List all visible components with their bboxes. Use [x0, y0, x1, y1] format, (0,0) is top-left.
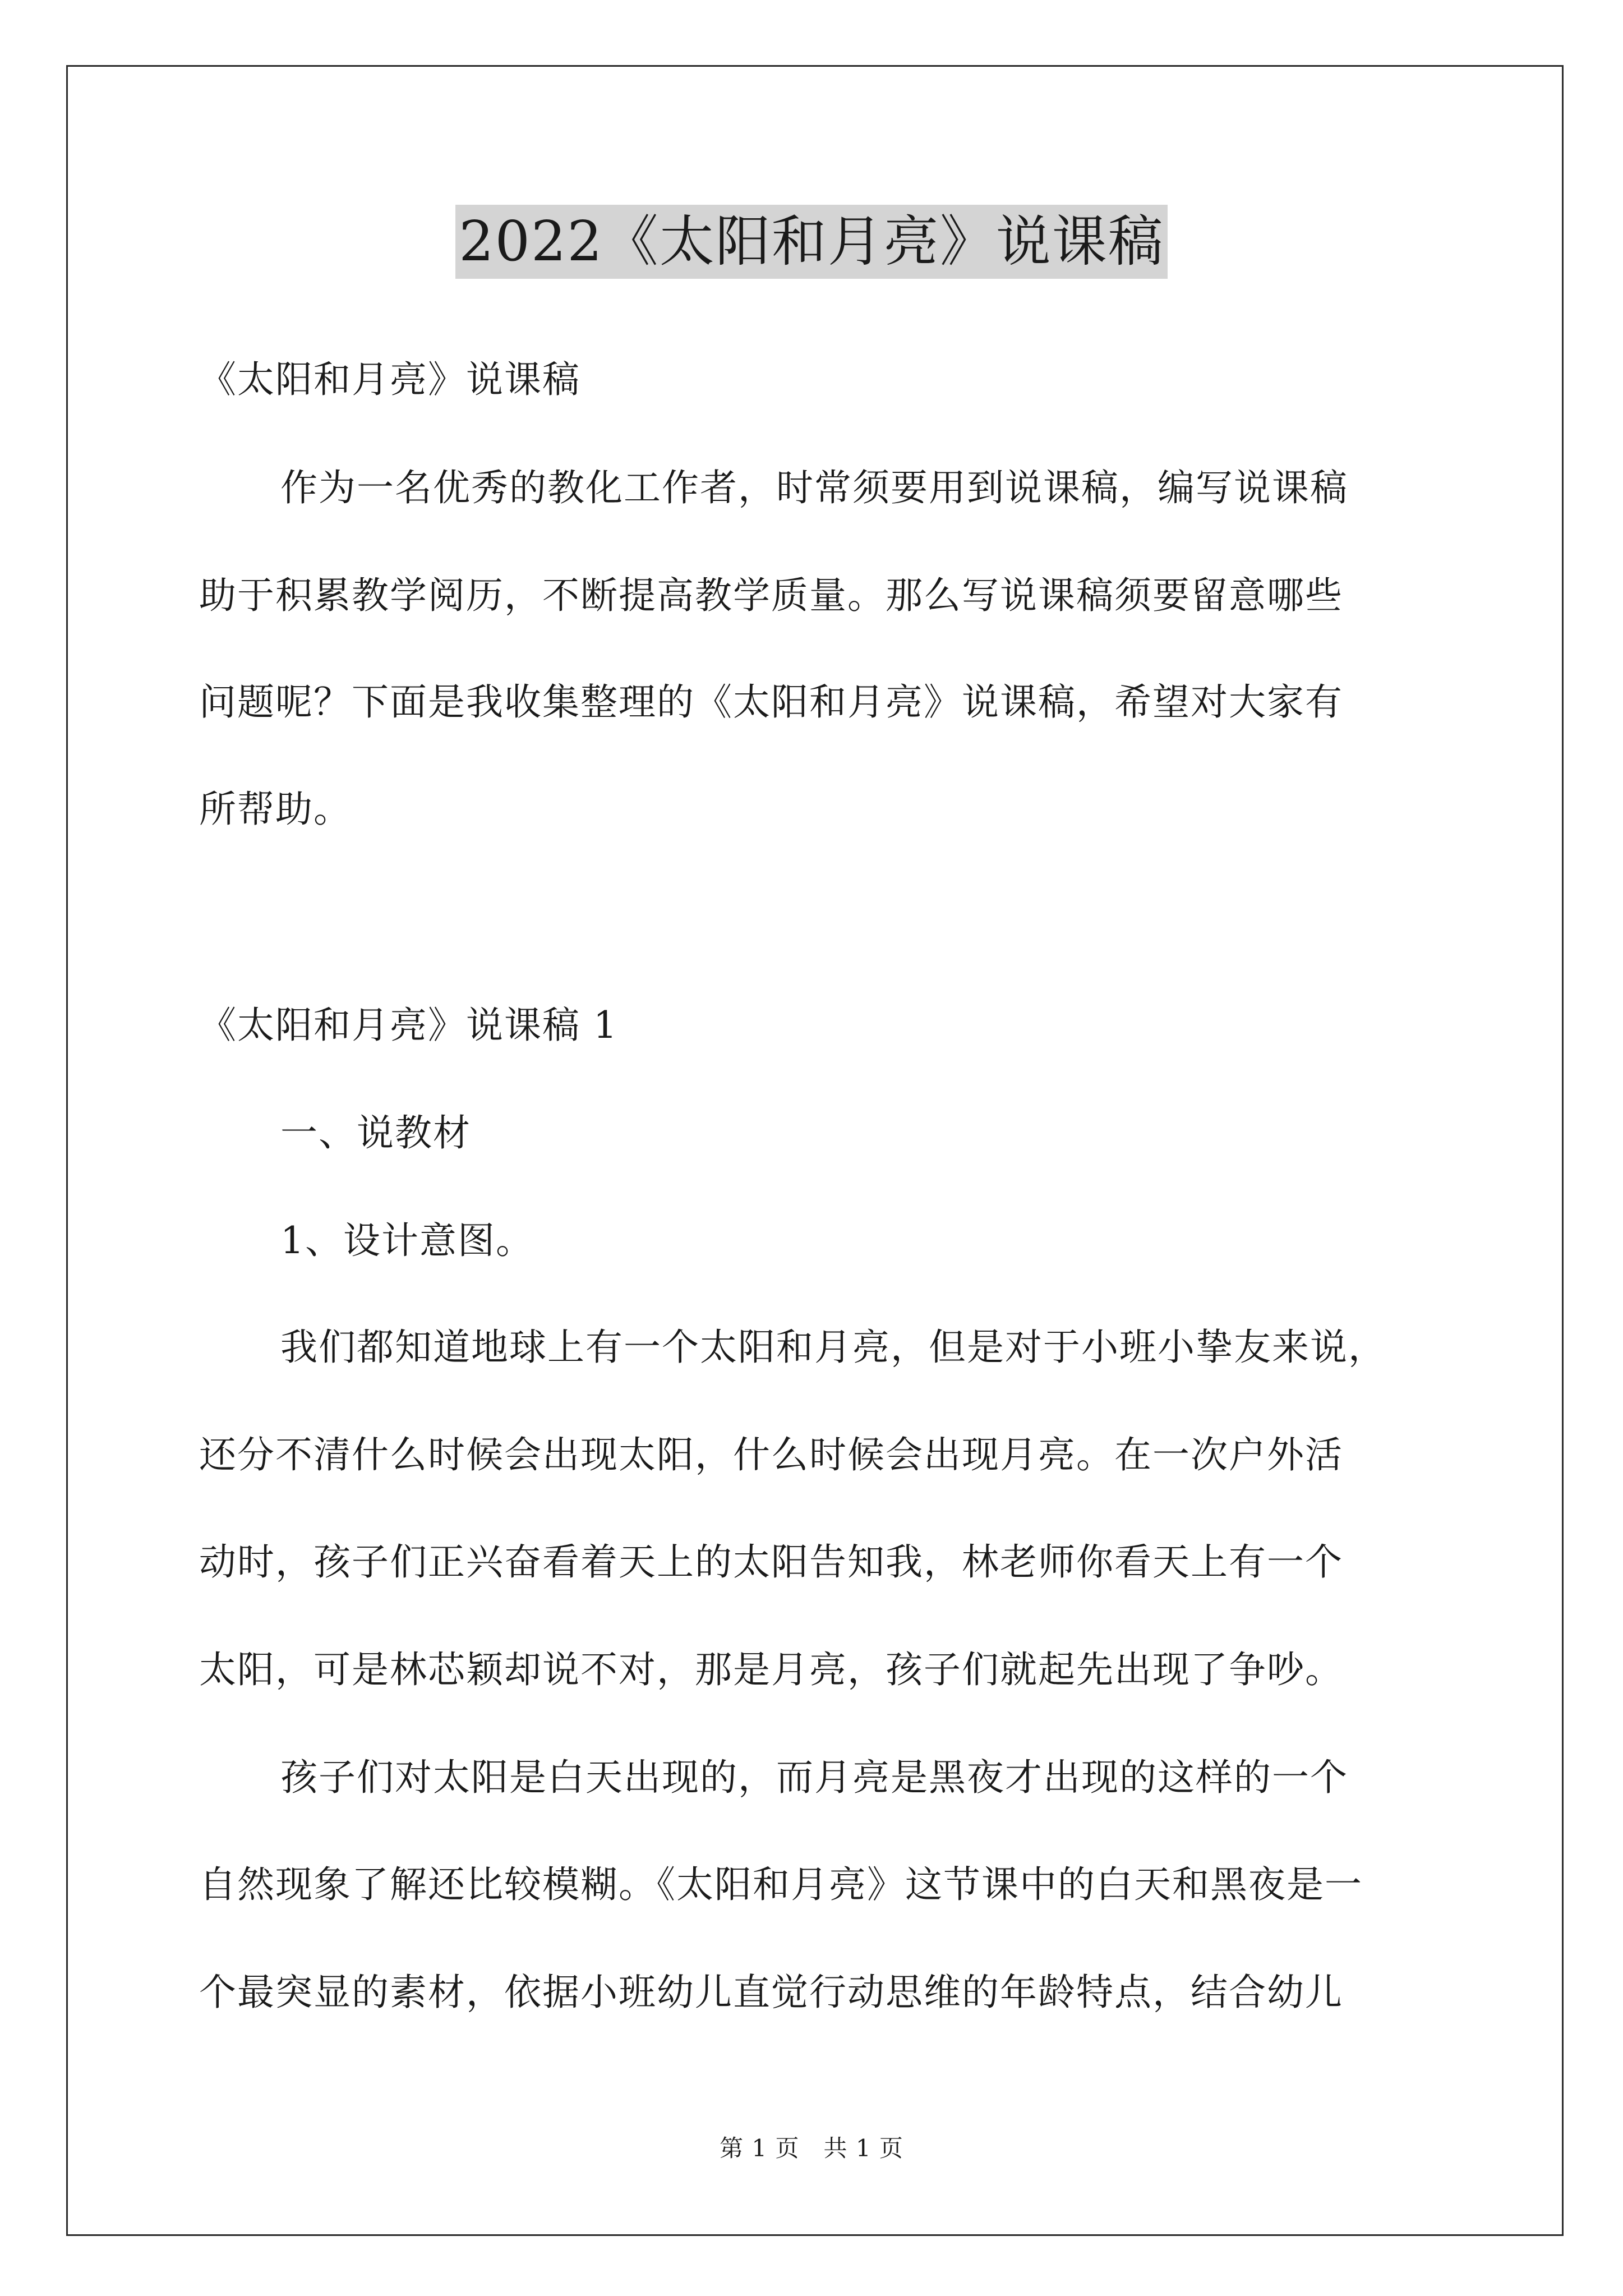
intro-line: 问题呢？下面是我收集整理的《太阳和月亮》说课稿，希望对大家有 — [199, 680, 1343, 724]
intro-line: 作为一名优秀的教化工作者，时常须要用到说课稿，编写说课稿 — [280, 466, 1348, 509]
heading-2: 1、设计意图。 — [280, 1219, 534, 1262]
paragraph-line: 还分不清什么时候会出现太阳，什么时候会出现月亮。在一次户外活 — [199, 1433, 1343, 1476]
document-title: 2022《太阳和月亮》说课稿 — [455, 205, 1167, 279]
intro-line: 所帮助。 — [199, 788, 352, 831]
paragraph-line: 太阳，可是林芯颖却说不对，那是月亮，孩子们就起先出现了争吵。 — [199, 1648, 1343, 1691]
section-title: 《太阳和月亮》说课稿 1 — [199, 1004, 618, 1047]
paragraph-line: 动时，孩子们正兴奋看着天上的太阳告知我，林老师你看天上有一个 — [199, 1540, 1343, 1584]
intro-line: 助于积累教学阅历，不断提高教学质量。那么写说课稿须要留意哪些 — [199, 574, 1343, 617]
paragraph-line: 个最突显的素材，依据小班幼儿直觉行动思维的年龄特点，结合幼儿 — [199, 1971, 1343, 2014]
paragraph-line: 自然现象了解还比较模糊。《太阳和月亮》这节课中的白天和黑夜是一 — [199, 1863, 1363, 1906]
paragraph-line: 我们都知道地球上有一个太阳和月亮，但是对于小班小挚友来说， — [280, 1326, 1386, 1369]
page-footer: 第 1 页 共 1 页 — [720, 2134, 903, 2162]
paragraph-line: 孩子们对太阳是白天出现的，而月亮是黑夜才出现的这样的一个 — [280, 1756, 1348, 1799]
title-container — [0, 205, 1623, 279]
heading-1: 一、说教材 — [280, 1111, 471, 1154]
document-subtitle: 《太阳和月亮》说课稿 — [199, 358, 580, 401]
